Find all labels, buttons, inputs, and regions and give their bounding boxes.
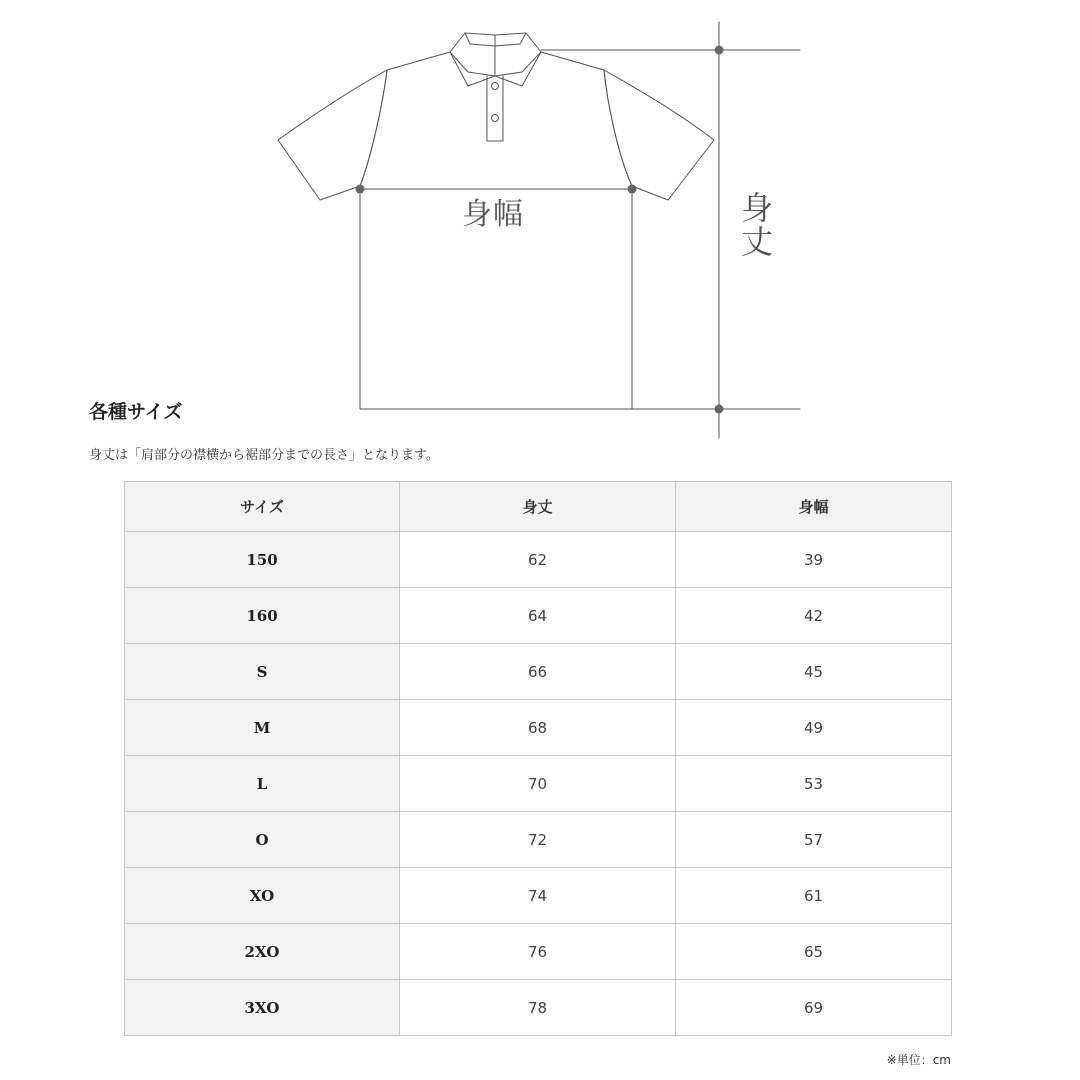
header-length: 身丈 <box>400 482 676 532</box>
width-cell: 57 <box>676 812 952 868</box>
length-label-char-2: 丈 <box>740 222 773 261</box>
length-cell: 72 <box>400 812 676 868</box>
size-cell: XO <box>125 868 400 924</box>
size-table <box>124 481 952 1036</box>
width-cell: 61 <box>676 868 952 924</box>
section-title: 各種サイズ <box>89 401 183 423</box>
header-size: サイズ <box>125 482 400 532</box>
size-cell: 150 <box>125 532 400 588</box>
length-cell: 64 <box>400 588 676 644</box>
width-right-dot <box>628 185 637 194</box>
button-1 <box>492 83 499 90</box>
header-width: 身幅 <box>676 482 952 532</box>
width-cell: 69 <box>676 980 952 1036</box>
length-cell: 76 <box>400 924 676 980</box>
length-cell: 78 <box>400 980 676 1036</box>
right-sleeve <box>604 70 714 200</box>
table-row <box>125 644 952 700</box>
size-cell: 2XO <box>125 924 400 980</box>
section-note: 身丈は「肩部分の襟横から裾部分までの長さ」となります。 <box>89 448 439 463</box>
size-cell: M <box>125 700 400 756</box>
table-row <box>125 980 952 1036</box>
width-cell: 39 <box>676 532 952 588</box>
table-row <box>125 812 952 868</box>
length-bottom-dot <box>715 405 724 414</box>
button-2 <box>492 115 499 122</box>
length-top-dot <box>715 46 724 55</box>
table-row <box>125 756 952 812</box>
length-cell: 62 <box>400 532 676 588</box>
size-cell: 160 <box>125 588 400 644</box>
table-row <box>125 924 952 980</box>
table-row <box>125 532 952 588</box>
size-cell: S <box>125 644 400 700</box>
left-sleeve <box>278 70 387 200</box>
width-cell: 42 <box>676 588 952 644</box>
length-cell: 66 <box>400 644 676 700</box>
table-row <box>125 700 952 756</box>
unit-note: ※単位：cm <box>886 1053 951 1067</box>
size-cell: 3XO <box>125 980 400 1036</box>
length-label-char-1: 身 <box>740 189 773 227</box>
length-cell: 70 <box>400 756 676 812</box>
placket <box>487 76 503 141</box>
length-cell: 68 <box>400 700 676 756</box>
width-cell: 49 <box>676 700 952 756</box>
length-cell: 74 <box>400 868 676 924</box>
width-left-dot <box>356 185 365 194</box>
length-label <box>740 189 774 261</box>
table-row <box>125 588 952 644</box>
width-label: 身幅 <box>462 197 524 232</box>
size-cell: L <box>125 756 400 812</box>
width-cell: 45 <box>676 644 952 700</box>
table-header-row <box>125 482 952 532</box>
width-cell: 53 <box>676 756 952 812</box>
width-cell: 65 <box>676 924 952 980</box>
table-row <box>125 868 952 924</box>
size-cell: O <box>125 812 400 868</box>
